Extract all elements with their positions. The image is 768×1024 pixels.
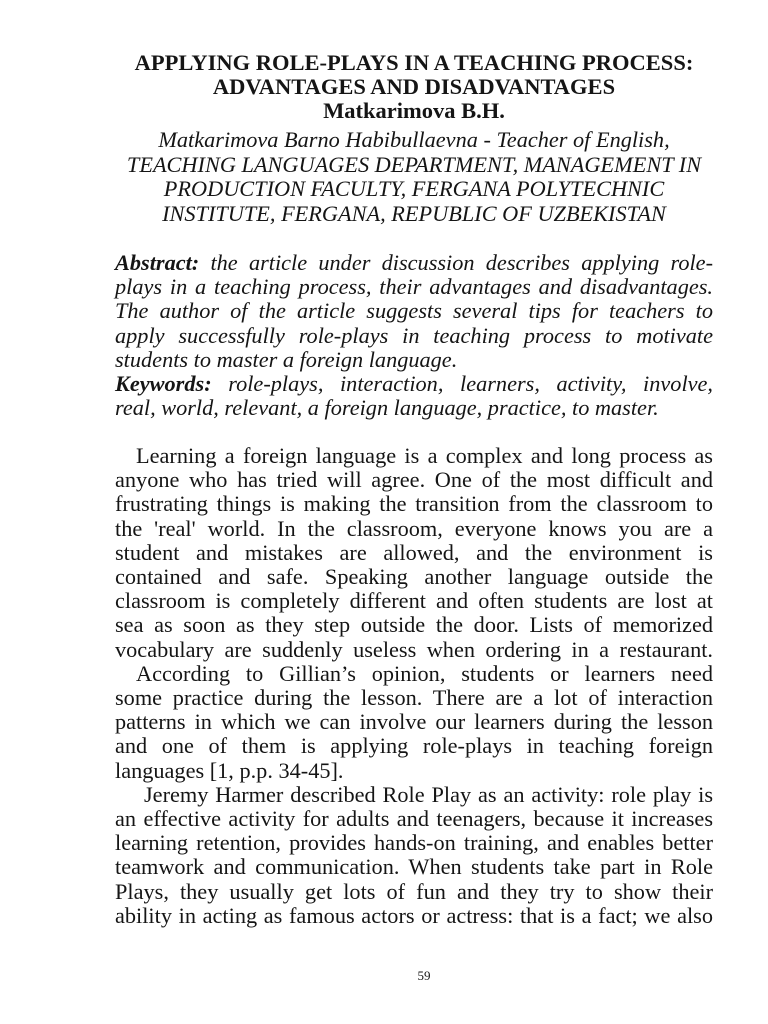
paragraph-line: Learning a foreign language is a complex and long process as — [136, 443, 713, 468]
paragraph-line: the 'real' world. In the classroom, everyone knows you are a — [115, 515, 713, 541]
author-affiliation — [115, 128, 713, 226]
paragraph-line: patterns in which we can involve our learners during the lesson — [115, 709, 713, 735]
paragraph-line: According to Gillian’s opinion, students or learners need — [136, 660, 713, 686]
paragraph-line: vocabulary are suddenly useless when ordering in a restaurant. — [115, 636, 713, 662]
paragraph-line: and one of them is applying role-plays in teaching foreign — [115, 733, 713, 759]
affiliation-line: Matkarimova Barno Habibullaevna - Teacher of English, — [158, 127, 670, 152]
paragraph-line: student and mistakes are allowed, and the environment is — [115, 539, 713, 565]
paragraph-line: Jeremy Harmer described Role Play as an activity: role play is — [144, 781, 713, 807]
author-name: Matkarimova B.H. — [323, 98, 505, 123]
paper-title — [115, 51, 713, 123]
affiliation-line: TEACHING LANGUAGES DEPARTMENT, MANAGEMENT IN — [126, 151, 702, 177]
abstract-line: apply successfully role-plays in teaching process to motivate — [115, 322, 713, 348]
paragraph-line: languages [1, p.p. 34-45]. — [115, 757, 344, 783]
title-line: ADVANTAGES AND DISADVANTAGES — [212, 74, 616, 99]
paragraph-line: classroom is completely different and often students are lost at — [115, 588, 713, 614]
paragraph — [115, 783, 713, 928]
abstract-text: the article under discussion describes applying role- — [210, 250, 713, 275]
paragraph-line: some practice during the lesson. There are a lot of interaction — [115, 685, 713, 711]
paragraph — [115, 662, 713, 783]
paragraph — [115, 444, 713, 662]
keywords-line — [115, 372, 713, 396]
keywords-text: role-plays, interaction, learners, activity, involve, — [228, 371, 714, 397]
abstract-line: plays in a teaching process, their advantages and disadvantages. — [115, 274, 713, 300]
abstract-label: Abstract: — [115, 250, 200, 275]
paragraph-line: anyone who has tried will agree. One of the most difficult and — [115, 467, 713, 493]
paragraph-line: frustrating things is making the transition from the classroom to — [115, 491, 713, 517]
abstract-section — [115, 251, 713, 420]
paragraph-line: sea as soon as they step outside the door. Lists of memorized — [115, 612, 713, 638]
paragraph-line: learning retention, provides hands-on training, and enables better — [115, 830, 713, 856]
paragraph-line: ability in acting as famous actors or actress: that is a fact; we also — [115, 902, 713, 928]
keywords-line: real, world, relevant, a foreign language, practice, to master. — [115, 395, 659, 421]
paragraph-line: teamwork and communication. When students take part in Role — [115, 854, 713, 880]
keywords-label: Keywords: — [115, 371, 212, 397]
abstract-line — [115, 251, 713, 275]
paragraph-line: Plays, they usually get lots of fun and they try to show their — [115, 878, 713, 904]
paragraph-line: contained and safe. Speaking another language outside the — [115, 564, 713, 590]
affiliation-line: INSTITUTE, FERGANA, REPUBLIC OF UZBEKISTAN — [162, 200, 666, 226]
abstract-line: students to master a foreign language. — [115, 346, 458, 372]
body-text — [115, 444, 713, 928]
affiliation-line: PRODUCTION FACULTY, FERGANA POLYTECHNIC — [163, 176, 665, 201]
page-number: 59 — [417, 968, 431, 983]
abstract-line: The author of the article suggests several tips for teachers to — [115, 298, 713, 324]
title-line: APPLYING ROLE-PLAYS IN A TEACHING PROCESS: — [134, 50, 694, 75]
paragraph-line: an effective activity for adults and teenagers, because it increases — [115, 806, 713, 832]
